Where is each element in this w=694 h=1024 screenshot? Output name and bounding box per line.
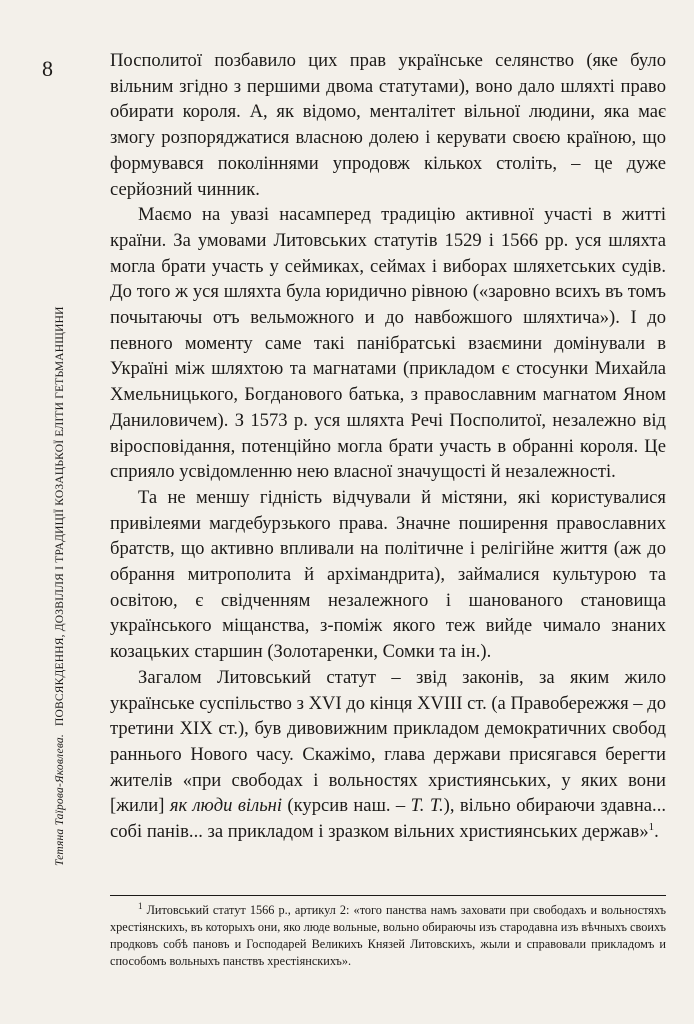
paragraph-text: ), вільно обираючи здавна... собі панів... за прикладом і зразком вільних християнських держав» (110, 795, 666, 843)
paragraph-text: (курсив наш. – (282, 795, 411, 817)
running-head (46, 86, 74, 866)
running-head-title: ПОВСЯКДЕННЯ, ДОЗВІЛЛЯ І ТРАДИЦІЇ КОЗАЦЬКОЇ ЕЛІТИ ГЕТЬМАНЩИНИ (54, 306, 66, 727)
paragraph: Маємо на увазі насамперед традицію активної участі в житті країни. За умовами Литовських статутів 1529 і 1566 рр. уся шляхта могла брати участь у сеймиках, сеймах і виборах шляхетських судів. До того ж уся шляхта була юридично рівною («заровно всихъ въ томъ почытаючы отъ вельможного и до навбожшого шляхтича»). І до певного моменту саме такі панібратські взаємини домінували в Україні між шляхтою та магнатами (прикладом є стосунки Михайла Хмельницького, Богданового батька, з православним магнатом Яном Даниловичем). З 1573 р. уся шляхта Речі Посполитої, незалежно від віросповідання, потенційно могла брати участь в обранні короля. Це сприяло усвідомленню нею власної значущості й незалежності. (110, 204, 666, 483)
footnote-mark: 1 (138, 900, 143, 911)
paragraph: Та не меншу гідність відчували й містяни, які користувалися привілеями магдебурзького права. Значне поширення православних братств, що активно впливали на політичне і релігійне життя (аж до обрання митрополита й архімандрита), займалися культурою та освітою, є свідченням незалежного і шанованого становища українського міщанства, з-поміж якого теж вийде чимало знаних козацьких старшин (Золотаренки, Сомки та ін.). (110, 486, 666, 663)
paragraph-text: Загалом Литовський статут – звід законів, за яким жило українське суспільство з XVI до кінця XVIII ст. (а Правобережжя – до третини XIX ст.), був дивовижним прикладом демократичних свобод раннього Нового часу. Скажімо, глава держави присягався берегти жителів «при свободах і вольностях християнських, у яких вони [жили] (110, 666, 666, 817)
italic-initials: Т. Т. (410, 795, 444, 817)
main-text (110, 48, 666, 845)
running-head-author: Тетяна Таїрова-Яковлева. (54, 734, 66, 866)
footnote (110, 902, 666, 970)
footnote-divider (110, 895, 666, 896)
italic-quote: як люди вільні (169, 795, 283, 817)
page-number: 8 (42, 56, 53, 81)
footnote-text: Литовський статут 1566 р., артикул 2: «того панства намъ заховати при свободахъ и вольностяхъ хрестіянскихъ, въ которыхъ они, яко люде вольные, вольно обираючы изъ стародавна изъ вѣчныхъ своихъ продковъ собѣ пановъ и Господарей Великихъ Князей Литовскихъ, жыли и справовали прикладомъ и способомъ вольныхъ панствъ хрестіянскихъ». (110, 903, 667, 968)
paragraph: Посполитої позбавило цих прав українське селянство (яке було вільним згідно з першими двома статутами), воно дало шляхті право обирати короля. А, як відомо, менталітет вільної людини, яка має змогу розпоряджатися власною долею і керувати своєю країною, що формувався поколіннями упродовж кількох століть, – це дуже серйозний чинник. (110, 50, 666, 200)
paragraph-with-footnote (110, 665, 666, 845)
footnote-reference: 1 (648, 820, 655, 833)
paragraph-text: . (654, 821, 659, 843)
